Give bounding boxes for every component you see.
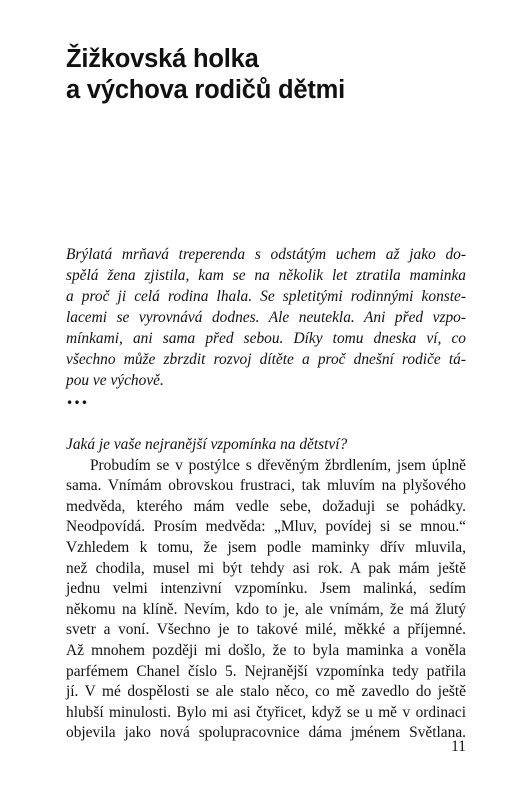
- chapter-title: [66, 44, 466, 106]
- interview-body: [66, 435, 466, 744]
- lead-line: spělá žena zjistila, kam se na několik let ztratila maminka: [66, 267, 466, 284]
- chapter-title-line-2: a výchova rodičů dětmi: [66, 76, 346, 104]
- section-separator: …: [66, 384, 90, 409]
- body-line: objevila jako nová spolupracovnice dáma jménem Světlana.: [66, 724, 466, 742]
- body-line: hlubší minulosti. Bylo mi asi čtyřicet, když se u mě v ordinaci: [66, 703, 466, 721]
- body-line: Vzhledem k tomu, že jsem podle maminky dřív mluvila,: [66, 538, 466, 556]
- lead-line: a proč ji celá rodina lhala. Se spletitými rodinnými konste-: [66, 288, 466, 305]
- lead-line: Brýlatá mrňavá treperenda s odstátým uchem až jako do-: [66, 246, 466, 263]
- body-line: svetr a voní. Všechno je to takové milé, měkké a příjemné.: [66, 621, 466, 639]
- body-line: jednu velmi intenzivní vzpomínku. Jsem malinká, sedím: [66, 580, 466, 598]
- body-line: Probudím se v postýlce s dřevěným žbrdlením, jsem úplně: [90, 456, 466, 474]
- chapter-title-line-1: Žižkovská holka: [66, 45, 259, 73]
- body-line: Až mnohem později mi došlo, že to byla maminka a voněla: [66, 641, 466, 659]
- lead-line: všechno může zbrzdit rozvoj dítěte a proč dnešní rodiče tá-: [66, 351, 466, 368]
- page-number: 11: [451, 738, 466, 755]
- interview-question: Jaká je vaše nejranější vzpomínka na dětství?: [66, 436, 348, 453]
- lead-paragraph: [66, 244, 466, 391]
- lead-line: lacemi se vyrovnává dodnes. Ale neutekla. Ani před vzpo-: [66, 309, 466, 326]
- body-line: parfémem Chanel číslo 5. Nejranější vzpomínka tedy patřila: [66, 662, 466, 680]
- body-line: jí. V mé dospělosti se ale stalo něco, co mě zavedlo do ještě: [66, 683, 466, 701]
- lead-line: pou ve výchově.: [66, 372, 164, 389]
- lead-line: mínkami, ani sama před sebou. Díky tomu dneska ví, co: [66, 330, 466, 347]
- body-line: někomu na klíně. Nevím, kdo to je, ale vnímám, že má žlutý: [66, 600, 466, 618]
- body-line: než chodila, musel mi být tehdy asi rok. A pak mám ještě: [66, 559, 466, 577]
- body-line: sama. Vnímám obrovskou frustraci, tak mluvím na plyšového: [66, 477, 466, 495]
- body-line: Neodpovídá. Prosím medvěda: „Mluv, povídej si se mnou.“: [66, 518, 466, 536]
- body-line: medvěda, kterého mám vedle sebe, dožaduji se pohádky.: [66, 497, 466, 515]
